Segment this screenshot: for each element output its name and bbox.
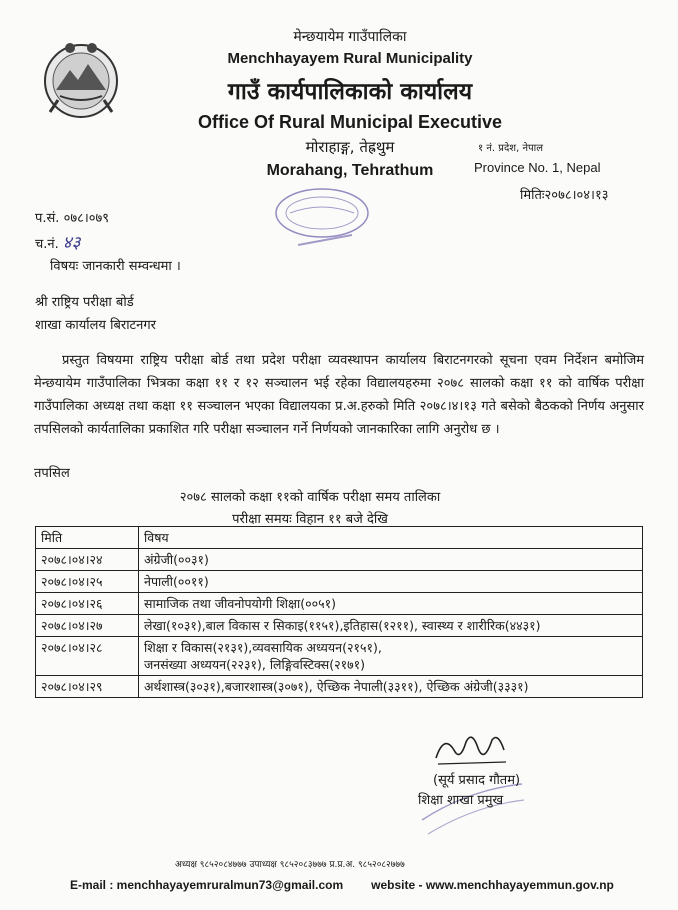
details-label: तपसिल <box>34 466 70 481</box>
office-stamp <box>268 183 376 253</box>
row-subject-line-1: शिक्षा र विकास(२१३१),व्यवसायिक अध्ययन(२१५१), <box>144 640 382 655</box>
letter-date: मितिः२०७८।०४।१३ <box>520 188 609 203</box>
row-subject: अर्थशास्त्र(३०३१),बजारशास्त्र(३०७१), ऐच्छिक नेपाली(३३११), ऐच्छिक अंग्रेजी(३३३१) <box>139 676 643 698</box>
subject-line: विषयः जानकारी सम्वन्धमा । <box>50 259 181 274</box>
footer-website[interactable]: website - www.menchhayayemmun.gov.np <box>371 878 614 892</box>
header-date: मिति <box>36 527 139 549</box>
row-date: २०७८।०४।२६ <box>36 593 139 615</box>
table-row <box>36 615 643 637</box>
row-date: २०७८।०४।२९ <box>36 676 139 698</box>
table-header-row <box>36 527 643 549</box>
province-nepali: १ नं. प्रदेश, नेपाल <box>478 143 544 154</box>
row-date: २०७८।०४।२४ <box>36 549 139 571</box>
signatory-stamp <box>418 780 528 838</box>
footer-email[interactable]: E-mail : menchhayayemruralmun73@gmail.com <box>70 878 344 892</box>
row-subject: अंग्रेजी(००३१) <box>139 549 643 571</box>
row-subject <box>139 637 643 676</box>
header-subject: विषय <box>139 527 643 549</box>
office-name-nepali: गाउँ कार्यपालिकाको कार्यालय <box>227 79 473 105</box>
row-subject: लेखा(१०३१),बाल विकास र सिकाइ(११५१),इतिहास(१२११), स्वास्थ्य र शारीरिक(४४३१) <box>139 615 643 637</box>
municipality-logo <box>40 38 122 120</box>
exam-schedule-table <box>35 526 643 698</box>
table-row <box>36 637 643 676</box>
municipality-name-nepali: मेन्छयायेम गाउँपालिका <box>293 29 407 45</box>
table-row <box>36 676 643 698</box>
recipient-line-1: श्री राष्ट्रिय परीक्षा बोर्ड <box>35 295 134 310</box>
dispatch-number <box>35 230 80 253</box>
row-date: २०७८।०४।२८ <box>36 637 139 676</box>
handwritten-signature <box>432 728 512 770</box>
place-nepali: मोराहाङ्ग, तेह्रथुम <box>305 138 395 156</box>
dispatch-value: ४३ <box>62 233 81 253</box>
row-subject: सामाजिक तथा जीवनोपयोगी शिक्षा(००५१) <box>139 593 643 615</box>
footer-contact <box>70 878 614 892</box>
table-row <box>36 571 643 593</box>
office-name-english: Office Of Rural Municipal Executive <box>197 112 503 132</box>
province-english: Province No. 1, Nepal <box>474 160 601 175</box>
place-english: Morahang, Tehrathum <box>266 162 434 179</box>
footer-phones: अध्यक्ष ९८५२०८४७७७ उपाध्यक्ष ९८५२०८३७७७ प्र.प्र.अ. ९८५२०८२७७७ <box>175 860 405 870</box>
table-row <box>36 593 643 615</box>
signatory-title: शिक्षा शाखा प्रमुख <box>418 793 504 808</box>
reference-number: प.सं. ०७८।०७९ <box>35 211 110 226</box>
dispatch-label: च.नं. <box>35 237 59 252</box>
letter-body: प्रस्तुत विषयमा राष्ट्रिय परीक्षा बोर्ड तथा प्रदेश परीक्षा व्यवस्थापन कार्यालय बिराटनगरको सूचना एवम निर्देशन बमोजिम मेन्छयायेम गाउँपालिका भित्रका कक्षा ११ र १२ सञ्चालन भई रहेका विद्यालयहरुमा २०७८ सालको कक्षा ११ को वार्षिक परीक्षा गाउँपालिका अध्यक्ष तथा कक्षा ११ सञ्चालन भएका विद्यालयका प्र.अ.हरुको मिति २०७८।४।१३ गते बसेको बैठकको निर्णय अनुसार तपसिलको कार्यतालिका प्रकाशित गरि परीक्षा सञ्चालन गर्ने निर्णयको जानकारिका लागि अनुरोध छ । <box>34 353 644 437</box>
table-row <box>36 549 643 571</box>
exam-time: परीक्षा समयः विहान ११ बजे देखि <box>232 512 388 527</box>
recipient-line-2: शाखा कार्यालय बिराटनगर <box>35 318 156 333</box>
schedule-title: २०७८ सालको कक्षा ११को वार्षिक परीक्षा समय तालिका <box>179 490 441 505</box>
signatory-name: (सूर्य प्रसाद गौतम) <box>433 773 521 788</box>
municipality-name-english: Menchhayayem Rural Municipality <box>227 50 473 67</box>
row-subject-line-2: जनसंख्या अध्ययन(२२३१), लिङ्गिवस्टिक्स(२१७१) <box>144 657 365 672</box>
row-date: २०७८।०४।२५ <box>36 571 139 593</box>
row-date: २०७८।०४।२७ <box>36 615 139 637</box>
row-subject: नेपाली(००११) <box>139 571 643 593</box>
